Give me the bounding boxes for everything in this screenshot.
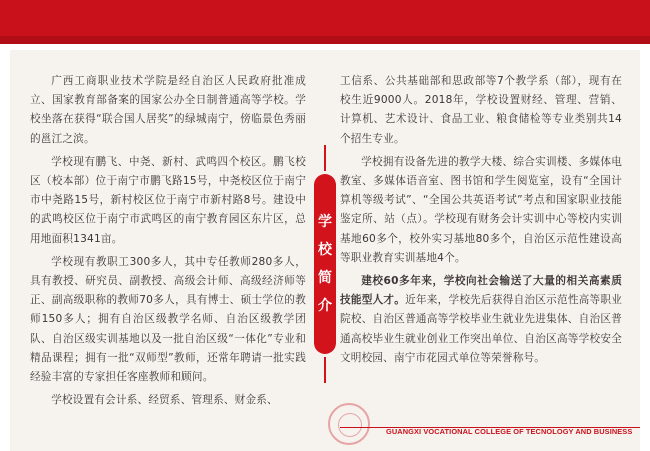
college-english-name: GUANGXI VOCATIONAL COLLEGE OF TECNOLOGY AND BUSINESS (386, 427, 633, 436)
facilities-paragraph: 学校拥有设备先进的教学大楼、综合实训楼、多媒体电教室、多媒体语音室、图书馆和学生阅览室，设有“全国计算机等级考试”、“全国公共英语考试”考点和国家职业技能鉴定所、站（点）。学校现有财务会计实训中心等校内实训基地60多个，校外实习基地80多个，自治区示范性建设高等职业教育实训基地4个。 (340, 155, 622, 264)
left-text-column (30, 72, 306, 414)
title-char: 学 (318, 214, 332, 230)
title-char: 简 (318, 270, 332, 286)
content-panel (10, 50, 640, 451)
right-text-column (340, 72, 622, 372)
staff-paragraph: 学校现有教职工300多人，其中专任教师280多人，具有教授、研究员、副教授、高级会计师、高级经济师等正、副高级职称的教师70多人，具有博士、硕士学位的教师150多人；拥有自治区级教学名师、自治区级教学团队、自治区级实训基地以及一批自治区级“一体化”专业和精品课程；拥有一批“双师型”教师，还常年聘请一批实践经验丰富的专家担任客座教师和顾问。 (30, 255, 306, 384)
intro-paragraph: 广西工商职业技术学院是经自治区人民政府批准成立、国家教育部备案的国家公办全日制普通高等学校。学校坐落在获得“联合国人居奖”的绿城南宁，傍临景色秀丽的邕江之滨。 (30, 75, 306, 145)
campus-paragraph: 学校现有鹏飞、中尧、新村、武鸣四个校区。鹏飞校区（校本部）位于南宁市鹏飞路15号，中尧校区位于南宁市中尧路15号，新村校区位于南宁市新村路8号。建设中的武鸣校区位于南宁市武鸣区的南宁教育园区东片区，总用地面积1341亩。 (30, 155, 306, 245)
departments-paragraph-start: 学校设置有会计系、经贸系、管理系、财金系、 (51, 394, 278, 407)
title-bar (314, 174, 336, 354)
honors-lead: 建校60多年来，学校向社会输送了大量的相关高素质技能型人才。 (340, 275, 622, 307)
title-bar-top-line (324, 145, 326, 171)
top-red-band-shade (0, 36, 650, 44)
honors-paragraph (340, 272, 622, 368)
title-char: 校 (318, 242, 332, 258)
title-bar-bottom-line (324, 357, 326, 383)
departments-paragraph-end: 工信系、公共基础部和思政部等7个教学系（部），现有在校生近9000人。2018年，学校设置财经、管理、营销、计算机、艺术设计、食品工业、粮食储检等专业类别共14个招生专业。 (340, 75, 622, 145)
honors-body: 近年来，学校先后获得自治区示范性高等职业院校、自治区普通高等学校毕业生就业先进集体、自治区普通高校毕业生就业创业工作突出单位、自治区高等学校安全文明校园、南宁市花园式单位等荣誉称号。 (340, 294, 623, 364)
college-seal-icon (328, 403, 370, 445)
title-char: 介 (318, 298, 332, 314)
